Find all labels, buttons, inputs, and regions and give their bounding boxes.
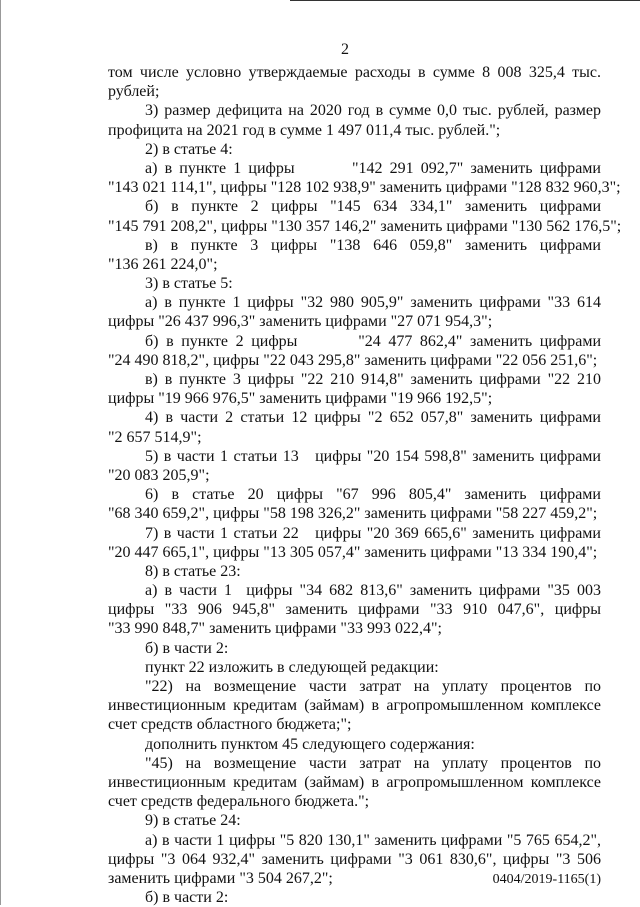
text-line: б) в части 2: [145, 639, 229, 657]
text-line: "145 791 208,2", цифры "130 357 146,2" заменить цифрами "130 562 176,5"; [108, 217, 622, 235]
paragraph [108, 677, 601, 735]
paragraph [108, 447, 601, 485]
paragraph [108, 754, 601, 812]
paragraph [108, 408, 601, 446]
text-line: а) в пункте 1 цифры "142 291 092,7" заменить цифрами [145, 159, 601, 177]
document-body [108, 63, 622, 907]
paragraph [108, 197, 622, 235]
scan-edge [0, 0, 1, 905]
text-line: 6) в статье 20 цифры "67 996 805,4" заменить цифрами [145, 486, 601, 504]
text-line: пункт 22 изложить в следующей редакции: [145, 658, 439, 676]
text-line: б) в пункте 2 цифры "24 477 862,4" заменить цифрами [145, 332, 601, 350]
text-line: "45) на возмещение части затрат на уплату процентов по [145, 754, 601, 772]
scan-top-edge [290, 0, 640, 1]
text-line: дополнить пунктом 45 следующего содержания: [145, 735, 475, 753]
text-line: "136 261 224,0"; [108, 255, 218, 273]
text-line: рублей; [108, 83, 160, 101]
text-line: "20 447 665,1", цифры "13 305 057,4" заменить цифрами "13 334 190,4"; [108, 543, 598, 561]
paragraph [108, 735, 601, 754]
text-line: в) в пункте 3 цифры "138 646 059,8" заменить цифрами [145, 236, 601, 254]
text-line: цифры "33 906 945,8" заменить цифрами "33 910 047,6", цифры [108, 601, 601, 619]
text-line: "33 990 848,7" заменить цифрами "33 993 022,4"; [108, 620, 442, 638]
paragraph [108, 140, 601, 159]
text-line: 5) в части 1 статьи 13 цифры "20 154 598,8" заменить цифрами [145, 447, 601, 465]
text-line: "2 657 514,9"; [108, 428, 202, 446]
text-line: а) в пункте 1 цифры "32 980 905,9" заменить цифрами "33 614 [145, 294, 601, 312]
paragraph [108, 101, 601, 139]
paragraph [108, 485, 601, 523]
page-number: 2 [341, 41, 349, 58]
text-line: "22) на возмещение части затрат на уплату процентов по [145, 678, 601, 695]
paragraph [108, 581, 601, 639]
text-line: инвестиционным кредитам (займам) в агропромышленном комплексе [108, 697, 601, 715]
text-line: профицита на 2021 год в сумме 1 497 011,4 тыс. рублей."; [108, 121, 501, 139]
text-line: а) в части 1 цифры "34 682 813,6" заменить цифрами "35 003 [145, 582, 601, 600]
text-line: 7) в части 1 статьи 22 цифры "20 369 665,6" заменить цифрами [145, 524, 601, 542]
paragraph [108, 332, 601, 370]
text-line: 3) в статье 5: [145, 275, 233, 293]
paragraph [108, 888, 601, 907]
paragraph [108, 658, 601, 677]
text-line: в) в пункте 3 цифры "22 210 914,8" заменить цифрами "22 210 [145, 371, 601, 388]
text-line: б) в части 2: [145, 889, 229, 907]
text-line: "68 340 659,2", цифры "58 198 326,2" заменить цифрами "58 227 459,2"; [108, 505, 598, 523]
text-line: заменить цифрами "3 504 267,2"; [108, 869, 333, 887]
paragraph [108, 63, 601, 101]
text-line: цифры "19 966 976,5" заменить цифрами "19 966 192,5"; [108, 390, 493, 408]
paragraph [108, 293, 601, 331]
document-code: 0404/2019-1165(1) [492, 872, 601, 887]
text-line: "24 490 818,2", цифры "22 043 295,8" заменить цифрами "22 056 251,6"; [108, 351, 598, 369]
text-line: "20 083 205,9"; [108, 466, 210, 484]
text-line: 9) в статье 24: [145, 812, 241, 830]
text-line: а) в части 1 цифры "5 820 130,1" заменить цифрами "5 765 654,2", [145, 831, 601, 849]
text-line: б) в пункте 2 цифры "145 634 334,1" заменить цифрами [145, 198, 601, 216]
paragraph [108, 159, 621, 197]
text-line: 8) в статье 23: [145, 562, 241, 580]
paragraph [108, 811, 601, 830]
text-line: счет средств областного бюджета;"; [108, 716, 352, 734]
text-line: цифры "26 437 996,3" заменить цифрами "27 071 954,3"; [108, 313, 493, 331]
paragraph [108, 562, 601, 581]
paragraph [108, 370, 601, 408]
text-line: 2) в статье 4: [145, 140, 233, 158]
text-line: 3) размер дефицита на 2020 год в сумме 0,0 тыс. рублей, размер [145, 102, 601, 120]
paragraph [108, 274, 601, 293]
paragraph [108, 639, 601, 658]
paragraph [108, 236, 601, 274]
text-line: счет средств федерального бюджета."; [108, 793, 370, 811]
text-line: 4) в части 2 статьи 12 цифры "2 652 057,8" заменить цифрами [145, 409, 601, 427]
text-line: "143 021 114,1", цифры "128 102 938,9" заменить цифрами "128 832 960,3"; [108, 179, 621, 197]
text-line: том числе условно утверждаемые расходы в сумме 8 008 325,4 тыс. [108, 64, 601, 81]
text-line: цифры "3 064 932,4" заменить цифрами "3 061 830,6", цифры "3 506 [108, 850, 601, 868]
paragraph [108, 524, 601, 562]
text-line: инвестиционным кредитам (займам) в агропромышленном комплексе [108, 773, 601, 791]
